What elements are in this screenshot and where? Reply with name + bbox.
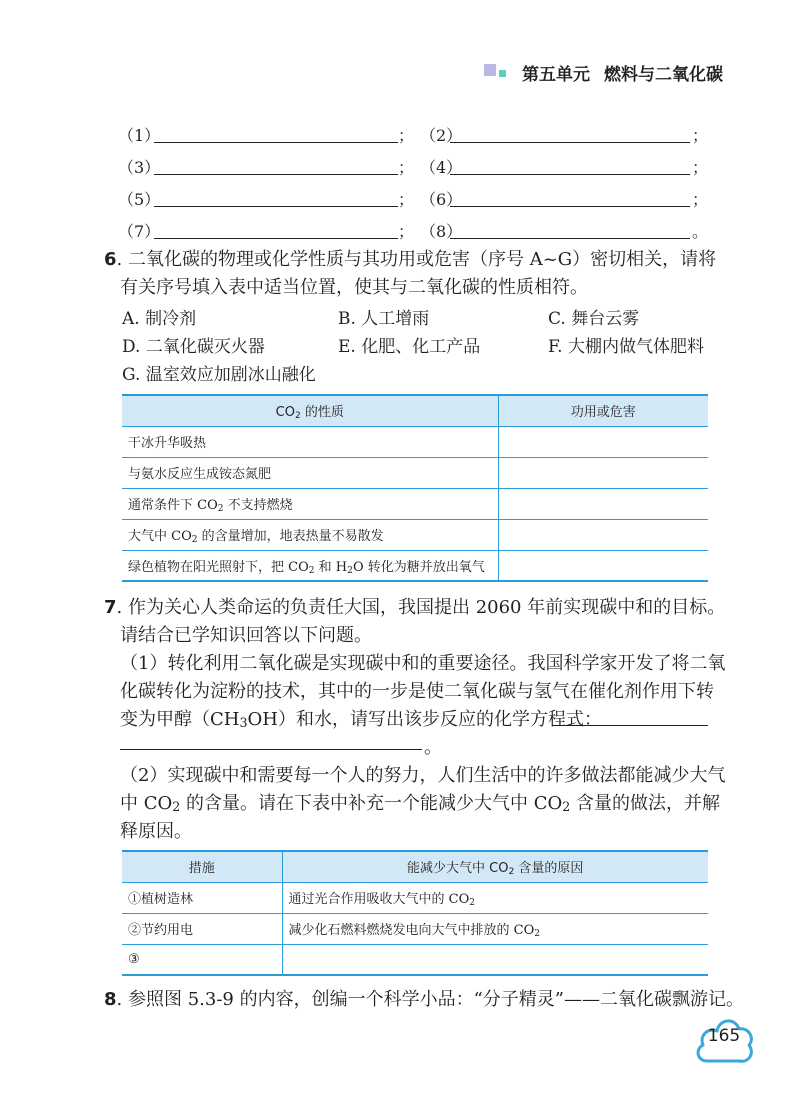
q8-line1	[104, 986, 744, 1014]
co2-properties-table	[122, 394, 708, 582]
q7-p2-line2: 中 $CO_2$ 的含量。请在下表中补充一个能减少大气中 $CO_2$ 含量的做法，并解	[120, 793, 721, 814]
table-row	[122, 913, 708, 944]
table-row	[122, 882, 708, 913]
question-number: 6	[104, 249, 117, 270]
answer-label: （6）	[420, 190, 463, 209]
option-d: D. 二氧化碳灭火器	[122, 337, 265, 357]
table-row	[122, 519, 708, 550]
separator: ；	[692, 190, 709, 209]
answer-blank[interactable]	[154, 238, 398, 239]
option-c: C. 舞台云雾	[548, 309, 640, 329]
answer-blank[interactable]	[450, 174, 690, 175]
option-f: F. 大棚内做气体肥料	[548, 337, 704, 357]
answer-blank[interactable]	[450, 206, 690, 207]
answer-label: （4）	[420, 158, 463, 177]
fill-line-row	[118, 220, 709, 244]
answer-blank[interactable]	[154, 142, 398, 143]
answer-cell[interactable]	[498, 550, 708, 581]
question-text: . 作为关心人类命运的负责任大国，我国提出 2060 年前实现碳中和的目标。	[116, 597, 726, 618]
table-row	[122, 426, 708, 457]
answer-cell[interactable]	[498, 519, 708, 550]
reason-cell: 通过光合作用吸收大气中的 $CO_2$	[282, 882, 708, 913]
answer-cell[interactable]	[498, 457, 708, 488]
measure-cell: ③	[122, 944, 282, 975]
question-text: . 二氧化碳的物理或化学性质与其功用或危害（序号 A~G）密切相关，请将	[116, 249, 717, 270]
property-cell: 绿色植物在阳光照射下，把 $CO_2$ 和 $H_2O$ 转化为糖并放出氧气	[122, 550, 498, 581]
reduction-table	[122, 850, 708, 976]
answer-blank[interactable]	[154, 206, 398, 207]
question-number: 7	[104, 597, 117, 618]
separator: ；	[692, 158, 709, 177]
fill-line-row	[118, 188, 709, 212]
equation-end: 。	[424, 737, 442, 758]
table-header-use: 功用或危害	[498, 395, 708, 426]
fill-line-row	[118, 156, 709, 180]
property-cell: 干冰升华吸热	[122, 426, 498, 457]
option-b: B. 人工增雨	[338, 309, 430, 329]
answer-blank[interactable]	[450, 142, 690, 143]
question-text: . 参照图 5.3-9 的内容，创编一个科学小品：“分子精灵”——二氧化碳飘游记。	[116, 989, 744, 1010]
table-row	[122, 944, 708, 975]
separator: ；	[398, 190, 415, 209]
measure-cell: ②节约用电	[122, 913, 282, 944]
option-a: A. 制冷剂	[122, 309, 197, 329]
answer-blank[interactable]	[450, 238, 690, 239]
answer-label: （7）	[118, 222, 161, 241]
page-number: 165	[707, 1026, 741, 1046]
q7-line2: 请结合已学知识回答以下问题。	[120, 625, 372, 646]
header-title	[522, 60, 723, 85]
equation-blank-cont[interactable]	[120, 749, 422, 750]
table-header-measure: 措施	[122, 851, 282, 882]
q7-p1-line1: （1）转化利用二氧化碳是实现碳中和的重要途径。我国科学家开发了将二氧	[120, 653, 726, 674]
property-cell: 与氨水反应生成铵态氮肥	[122, 457, 498, 488]
answer-cell[interactable]	[498, 488, 708, 519]
table-header-property: $CO_2$ 的性质	[122, 395, 498, 426]
answer-cell[interactable]	[498, 426, 708, 457]
measure-cell: ①植树造林	[122, 882, 282, 913]
separator: ；	[398, 158, 415, 177]
unit-label: 第五单元	[522, 65, 590, 85]
table-row	[122, 488, 708, 519]
table-row	[122, 457, 708, 488]
separator: ；	[398, 126, 415, 145]
header-square-teal	[499, 70, 506, 77]
question-number: 8	[104, 989, 117, 1010]
separator: ；	[692, 126, 709, 145]
option-g: G. 温室效应加剧冰山融化	[122, 365, 316, 385]
table-row	[122, 550, 708, 581]
q6-line1	[104, 246, 716, 274]
q7-p2-line1: （2）实现碳中和需要每一个人的努力，人们生活中的许多做法都能减少大气	[120, 765, 726, 786]
answer-label: （2）	[420, 126, 463, 145]
answer-label: （3）	[118, 158, 161, 177]
reason-answer-cell[interactable]	[282, 944, 708, 975]
property-cell: 大气中 $CO_2$ 的含量增加，地表热量不易散发	[122, 519, 498, 550]
equation-blank[interactable]	[552, 725, 708, 726]
q7-p2-line3: 释原因。	[120, 821, 192, 842]
table-header-reason: 能减少大气中 $CO_2$ 含量的原因	[282, 851, 708, 882]
answer-label: （1）	[118, 126, 161, 145]
topic-label: 燃料与二氧化碳	[604, 65, 723, 85]
separator: 。	[692, 222, 709, 241]
reason-cell: 减少化石燃料燃烧发电向大气中排放的 $CO_2$	[282, 913, 708, 944]
option-e: E. 化肥、化工产品	[338, 337, 481, 357]
separator: ；	[398, 222, 415, 241]
answer-label: （8）	[420, 222, 463, 241]
q7-p1-line3: 变为甲醇$(CH_3OH)$和水，请写出该步反应的化学方程式：	[120, 709, 602, 730]
header-square-purple	[484, 64, 496, 76]
answer-blank[interactable]	[154, 174, 398, 175]
q7-p1-line2: 化碳转化为淀粉的技术，其中的一步是使二氧化碳与氢气在催化剂作用下转	[120, 681, 714, 702]
q6-line2: 有关序号填入表中适当位置，使其与二氧化碳的性质相符。	[120, 277, 588, 298]
q7-line1	[104, 594, 725, 622]
property-cell: 通常条件下 $CO_2$ 不支持燃烧	[122, 488, 498, 519]
fill-line-row	[118, 124, 709, 148]
answer-label: （5）	[118, 190, 161, 209]
